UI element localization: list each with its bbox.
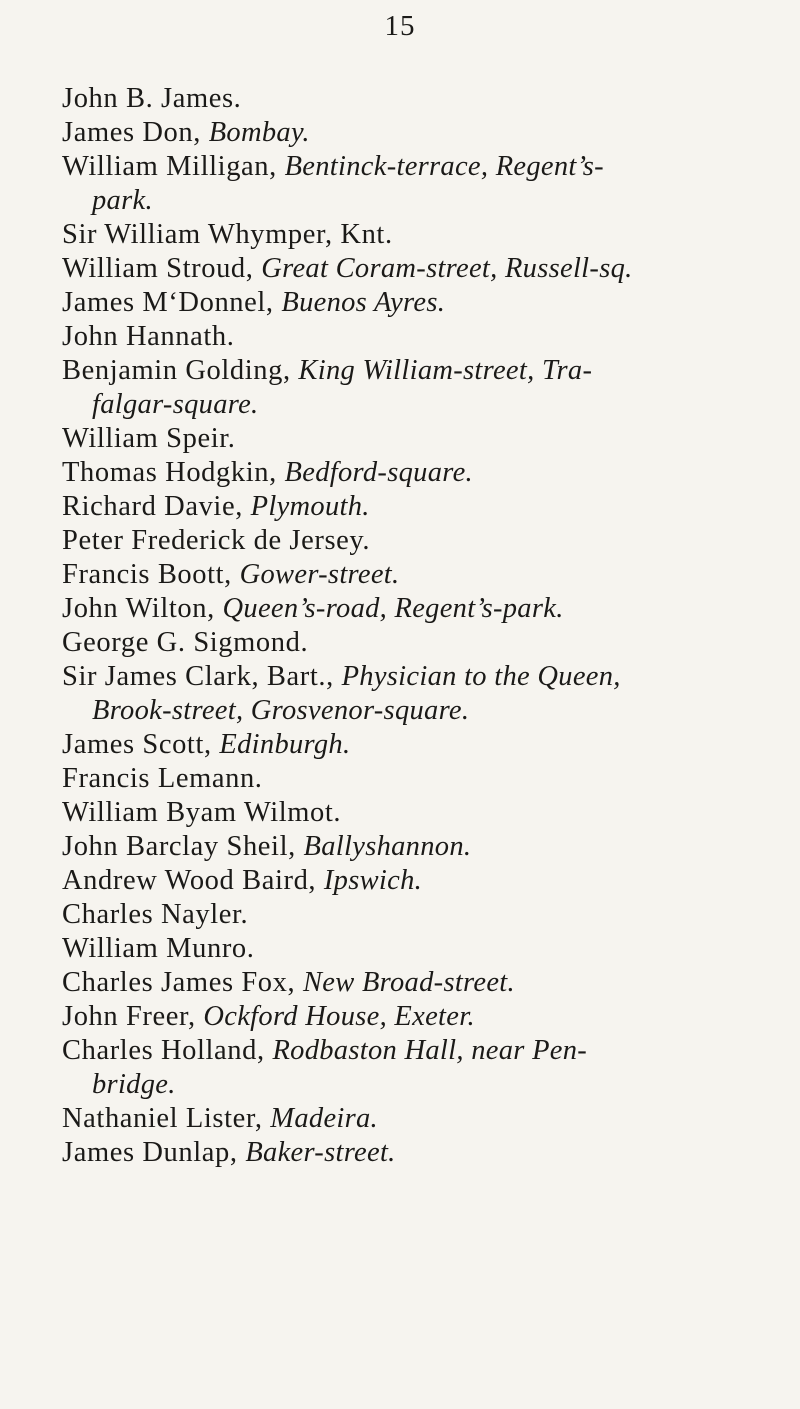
list-item — [62, 864, 762, 898]
list-item — [62, 82, 762, 116]
entry-name: Sir William Whymper, Knt. — [62, 219, 393, 250]
entry-address: Baker-street. — [245, 1137, 396, 1168]
entry-address: Great Coram-street, Russell-sq. — [261, 253, 633, 284]
member-list — [62, 82, 762, 1170]
entry-address: Ockford House, Exeter. — [203, 1001, 475, 1032]
entry-name: William Munro. — [62, 933, 255, 964]
list-item — [62, 252, 762, 286]
entry-address: Ballyshannon. — [303, 831, 472, 862]
entry-name: Charles Nayler. — [62, 899, 249, 930]
list-item — [62, 626, 762, 660]
list-item — [62, 490, 762, 524]
entry-continuation: bridge. — [92, 1069, 176, 1100]
list-item — [62, 660, 762, 728]
entry-name: Charles James Fox, — [62, 967, 303, 998]
entry-name: James Don, — [62, 117, 209, 148]
entry-name: Charles Holland, — [62, 1035, 273, 1066]
list-item — [62, 898, 762, 932]
entry-name: John Hannath. — [62, 321, 235, 352]
list-item — [62, 966, 762, 1000]
entry-address: Queen’s-road, Regent’s-park. — [222, 593, 564, 624]
entry-name: Sir James Clark, Bart., — [62, 661, 342, 692]
entry-name: George G. Sigmond. — [62, 627, 309, 658]
entry-address: Rodbaston Hall, near Pen- — [272, 1035, 588, 1066]
list-item — [62, 218, 762, 252]
entry-name: Andrew Wood Baird, — [62, 865, 324, 896]
entry-address: Madeira. — [270, 1103, 378, 1134]
list-item — [62, 286, 762, 320]
entry-name: John B. James. — [62, 83, 242, 114]
list-item — [62, 422, 762, 456]
entry-address: Gower-street. — [239, 559, 400, 590]
entry-name: Francis Lemann. — [62, 763, 263, 794]
entry-address: Bentinck-terrace, Regent’s- — [284, 151, 604, 182]
list-item — [62, 456, 762, 490]
list-item — [62, 796, 762, 830]
entry-continuation: Brook-street, Grosvenor-square. — [92, 695, 470, 726]
list-item — [62, 1136, 762, 1170]
entry-name: James M‘Donnel, — [62, 287, 282, 318]
entry-name: Peter Frederick de Jersey. — [62, 525, 371, 556]
entry-name: John Freer, — [62, 1001, 204, 1032]
entry-name: Benjamin Golding, — [62, 355, 299, 386]
list-item — [62, 762, 762, 796]
list-item — [62, 524, 762, 558]
list-item — [62, 932, 762, 966]
entry-address: Physician to the Queen, — [341, 661, 621, 692]
entry-name: James Scott, — [62, 729, 220, 760]
list-item — [62, 320, 762, 354]
entry-address: Bombay. — [208, 117, 310, 148]
entry-name: William Milligan, — [62, 151, 285, 182]
entry-name: John Wilton, — [62, 593, 223, 624]
entry-name: Richard Davie, — [62, 491, 251, 522]
list-item — [62, 592, 762, 626]
list-item — [62, 116, 762, 150]
entry-name: John Barclay Sheil, — [62, 831, 304, 862]
list-item — [62, 1034, 762, 1102]
list-item — [62, 558, 762, 592]
page-number: 15 — [384, 10, 416, 42]
entry-name: Francis Boott, — [62, 559, 240, 590]
entry-address: Plymouth. — [250, 491, 370, 522]
list-item — [62, 728, 762, 762]
entry-name: Thomas Hodgkin, — [62, 457, 285, 488]
list-item — [62, 830, 762, 864]
entry-name: James Dunlap, — [62, 1137, 246, 1168]
entry-continuation: falgar-square. — [92, 389, 259, 420]
entry-address: New Broad-street. — [302, 967, 515, 998]
list-item — [62, 1102, 762, 1136]
entry-continuation: park. — [92, 185, 153, 216]
entry-name: William Stroud, — [62, 253, 262, 284]
list-item — [62, 150, 762, 218]
entry-address: Bedford-square. — [284, 457, 473, 488]
entry-address: Ipswich. — [323, 865, 423, 896]
entry-address: Buenos Ayres. — [281, 287, 446, 318]
entry-address: Edinburgh. — [219, 729, 351, 760]
entry-name: William Speir. — [62, 423, 236, 454]
list-item — [62, 354, 762, 422]
entry-address: King William-street, Tra- — [298, 355, 593, 386]
entry-name: William Byam Wilmot. — [62, 797, 342, 828]
list-item — [62, 1000, 762, 1034]
entry-name: Nathaniel Lister, — [62, 1103, 271, 1134]
